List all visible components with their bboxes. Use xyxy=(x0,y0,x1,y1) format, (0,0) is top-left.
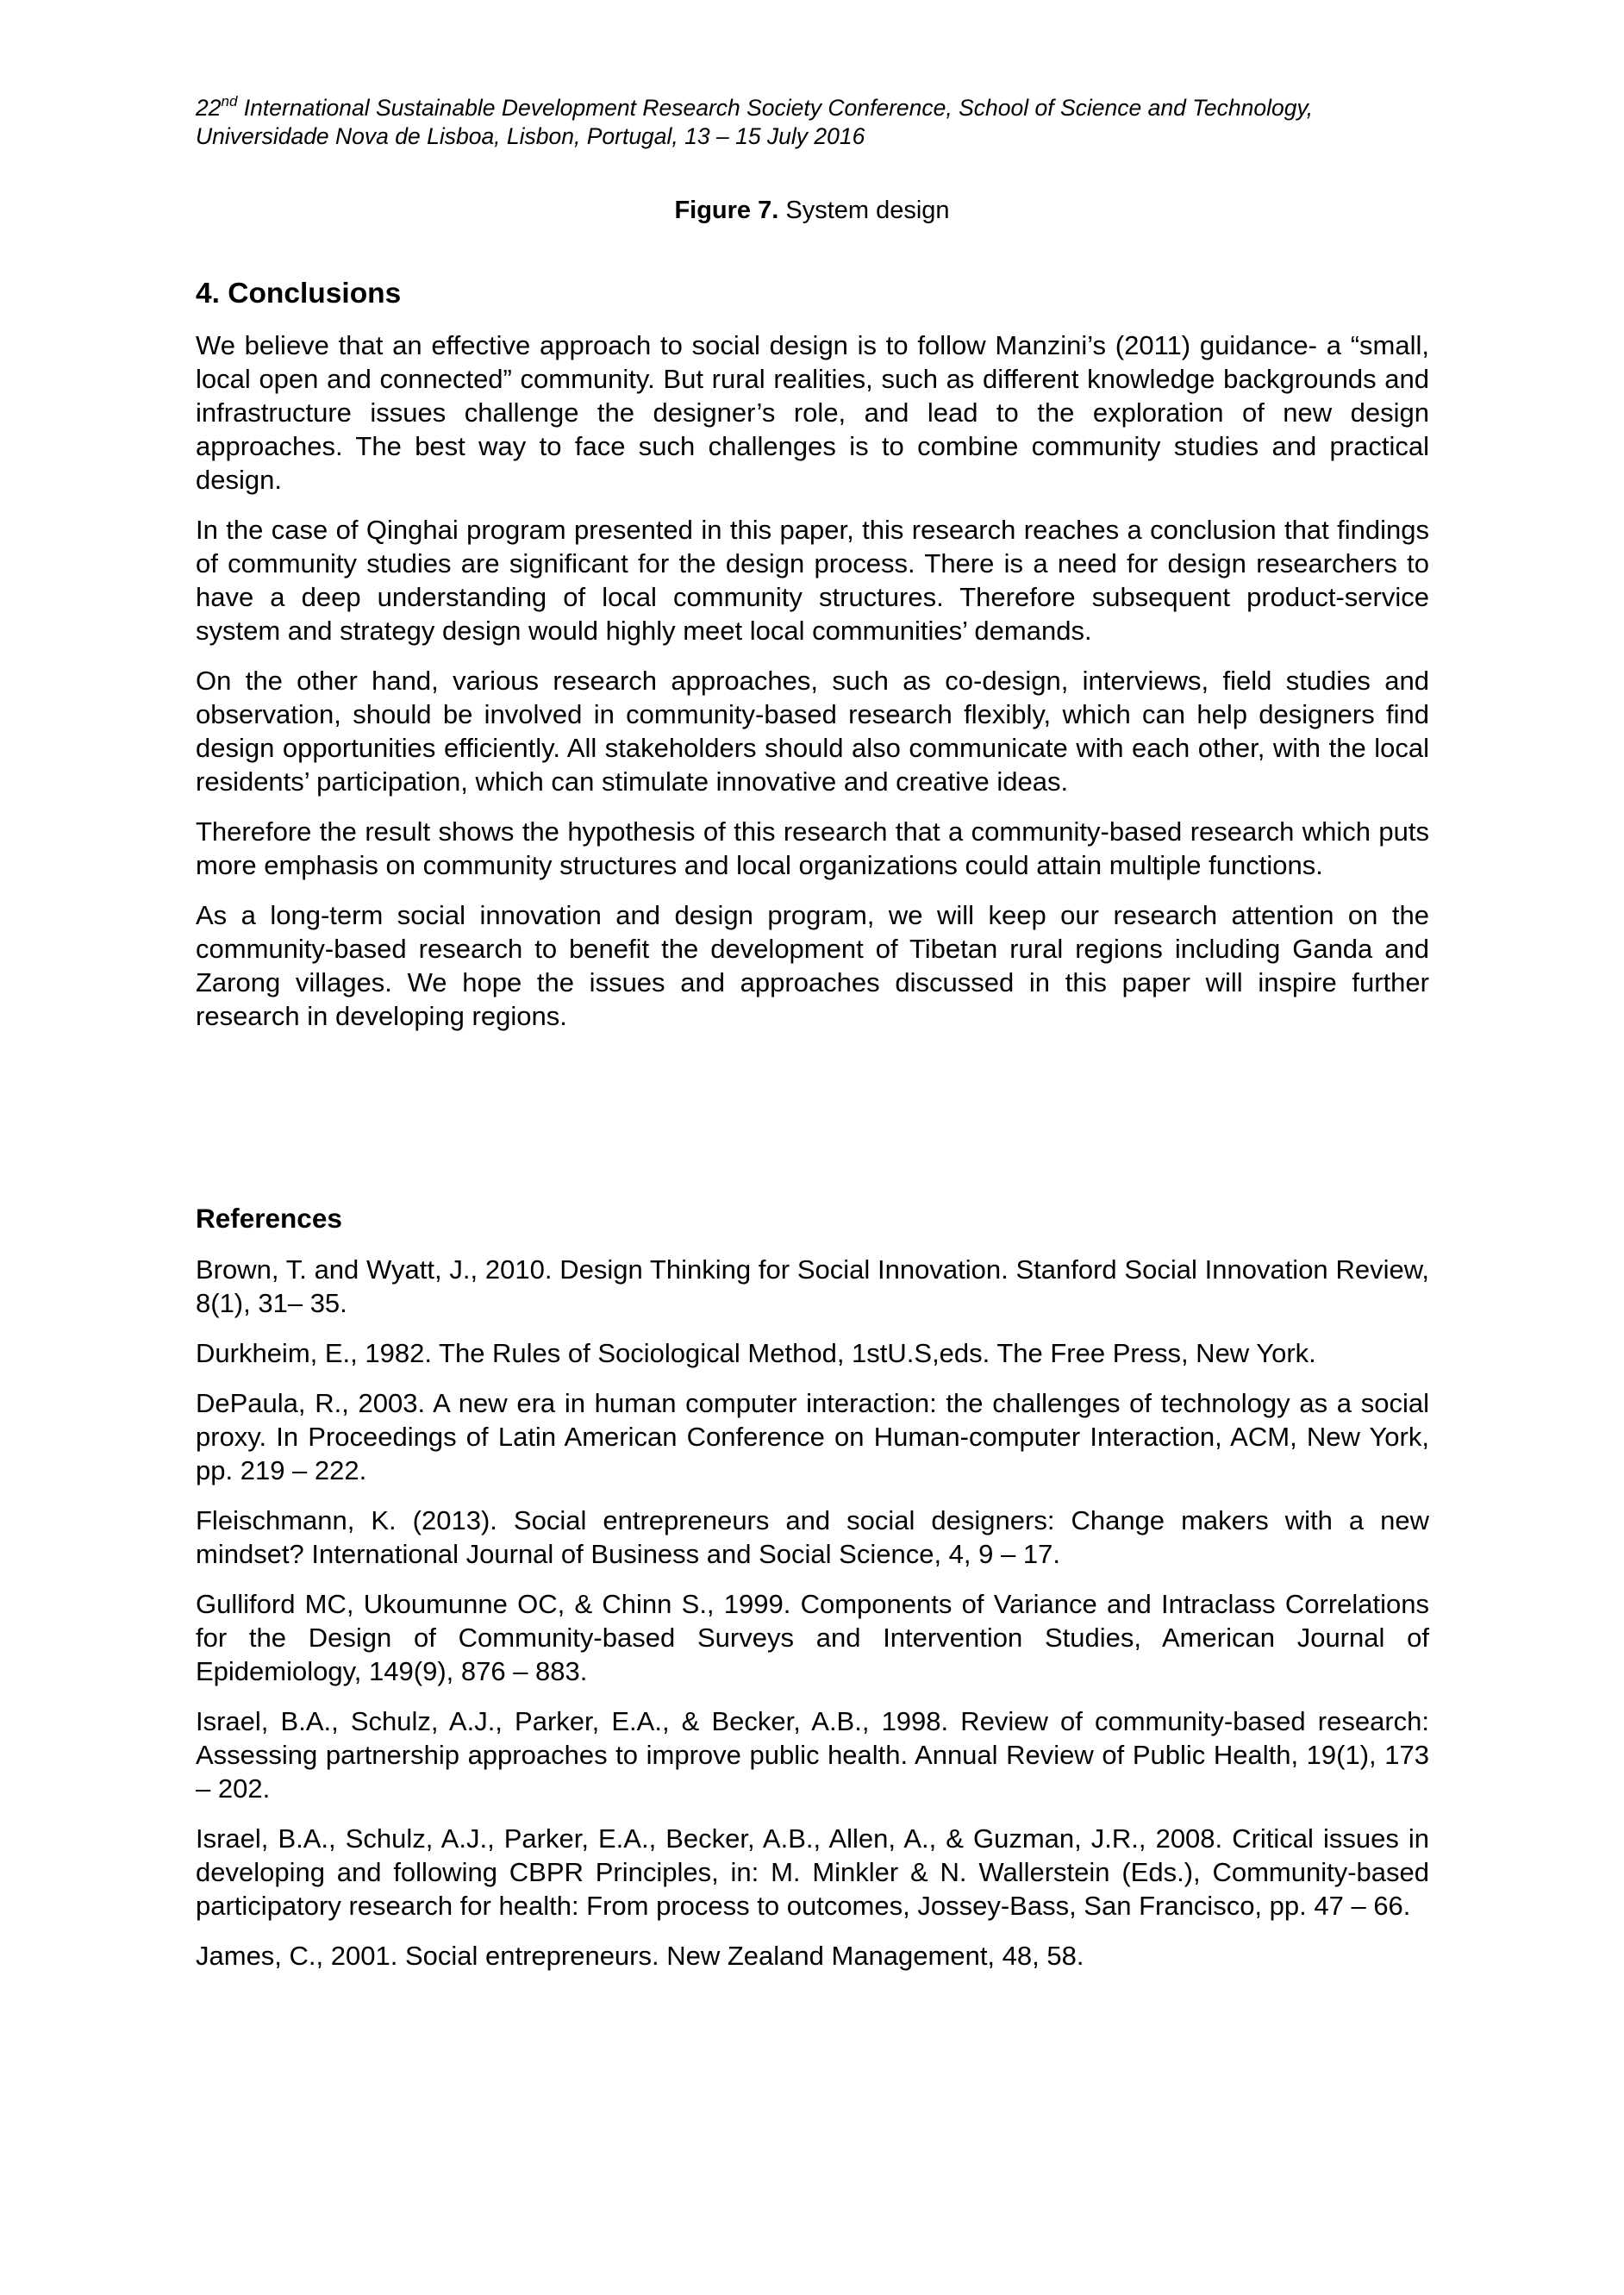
figure-caption xyxy=(0,195,1624,226)
references-section xyxy=(196,1201,1429,1989)
header-conference-name: International Sustainable Development Research Society Conference, School of Science and Technology, xyxy=(237,95,1314,121)
conclusions-paragraph: As a long-term social innovation and design program, we will keep our research attention on the community-based research to benefit the development of Tibetan rural regions including Ganda and Zarong villages. We hope the issues and approaches discussed in this paper will inspire further research in developing regions. xyxy=(196,900,1429,1031)
running-header xyxy=(196,94,1446,151)
reference-item: Israel, B.A., Schulz, A.J., Parker, E.A., & Becker, A.B., 1998. Review of community-based research: Assessing partnership approaches to improve public health. Annual Review of Public Health, 19(1), 173 – 202. xyxy=(196,1706,1429,1804)
reference-item: James, C., 2001. Social entrepreneurs. New Zealand Management, 48, 58. xyxy=(196,1941,1084,1971)
conclusions-paragraph: On the other hand, various research approaches, such as co-design, interviews, field studies and observation, should be involved in community-based research flexibly, which can help designers find design opportunities efficiently. All stakeholders should also communicate with each other, with the local residents’ participation, which can stimulate innovative and creative ideas. xyxy=(196,666,1429,797)
reference-item: Fleischmann, K. (2013). Social entrepreneurs and social designers: Change makers with a new mindset? International Journal of Business and Social Science, 4, 9 – 17. xyxy=(196,1505,1429,1569)
conclusions-section xyxy=(196,277,1429,1049)
reference-item: DePaula, R., 2003. A new era in human computer interaction: the challenges of technology as a social proxy. In Proceedings of Latin American Conference on Human-computer Interaction, ACM, New York, pp. 219 – 222. xyxy=(196,1388,1429,1485)
reference-item: Gulliford MC, Ukoumunne OC, & Chinn S., 1999. Components of Variance and Intraclass Correlations for the Design of Community-based Surveys and Intervention Studies, American Journal of Epidemiology, 149(9), 876 – 883. xyxy=(196,1589,1429,1686)
references-heading: References xyxy=(196,1203,342,1234)
conclusions-heading: 4. Conclusions xyxy=(196,278,402,310)
conclusions-paragraph: We believe that an effective approach to social design is to follow Manzini’s (2011) guidance- a “small, local open and connected” community. But rural realities, such as different knowledge backgrounds and infrastructure issues challenge the designer’s role, and lead to the exploration of new design approaches. The best way to face such challenges is to combine community studies and practical design. xyxy=(196,330,1429,495)
reference-item: Israel, B.A., Schulz, A.J., Parker, E.A., Becker, A.B., Allen, A., & Guzman, J.R., 2008. Critical issues in developing and following CBPR Principles, in: M. Minkler & N. Wallerstein (Eds.), Community-based participatory research for health: From process to outcomes, Jossey-Bass, San Francisco, pp. 47 – 66. xyxy=(196,1823,1429,1921)
conclusions-paragraph: Therefore the result shows the hypothesis of this research that a community-based research which puts more emphasis on community structures and local organizations could attain multiple functions. xyxy=(196,816,1429,880)
header-ordinal-number: 22 xyxy=(196,95,222,121)
conclusions-paragraph: In the case of Qinghai program presented in this paper, this research reaches a conclusion that findings of community studies are significant for the design process. There is a need for design researchers to have a deep understanding of local community structures. Therefore subsequent product-service system and strategy design would highly meet local communities’ demands. xyxy=(196,515,1429,646)
reference-item: Durkheim, E., 1982. The Rules of Sociological Method, 1stU.S,eds. The Free Press, New York. xyxy=(196,1338,1316,1368)
header-line-2: Universidade Nova de Lisboa, Lisbon, Portugal, 13 – 15 July 2016 xyxy=(196,123,865,149)
figure-caption-text: System design xyxy=(778,197,950,224)
header-line-1 xyxy=(196,94,1446,122)
reference-item: Brown, T. and Wyatt, J., 2010. Design Thinking for Social Innovation. Stanford Social Innovation Review, 8(1), 31– 35. xyxy=(196,1254,1429,1318)
figure-caption-label: Figure 7. xyxy=(674,197,779,224)
header-ordinal-suffix: nd xyxy=(221,93,238,109)
